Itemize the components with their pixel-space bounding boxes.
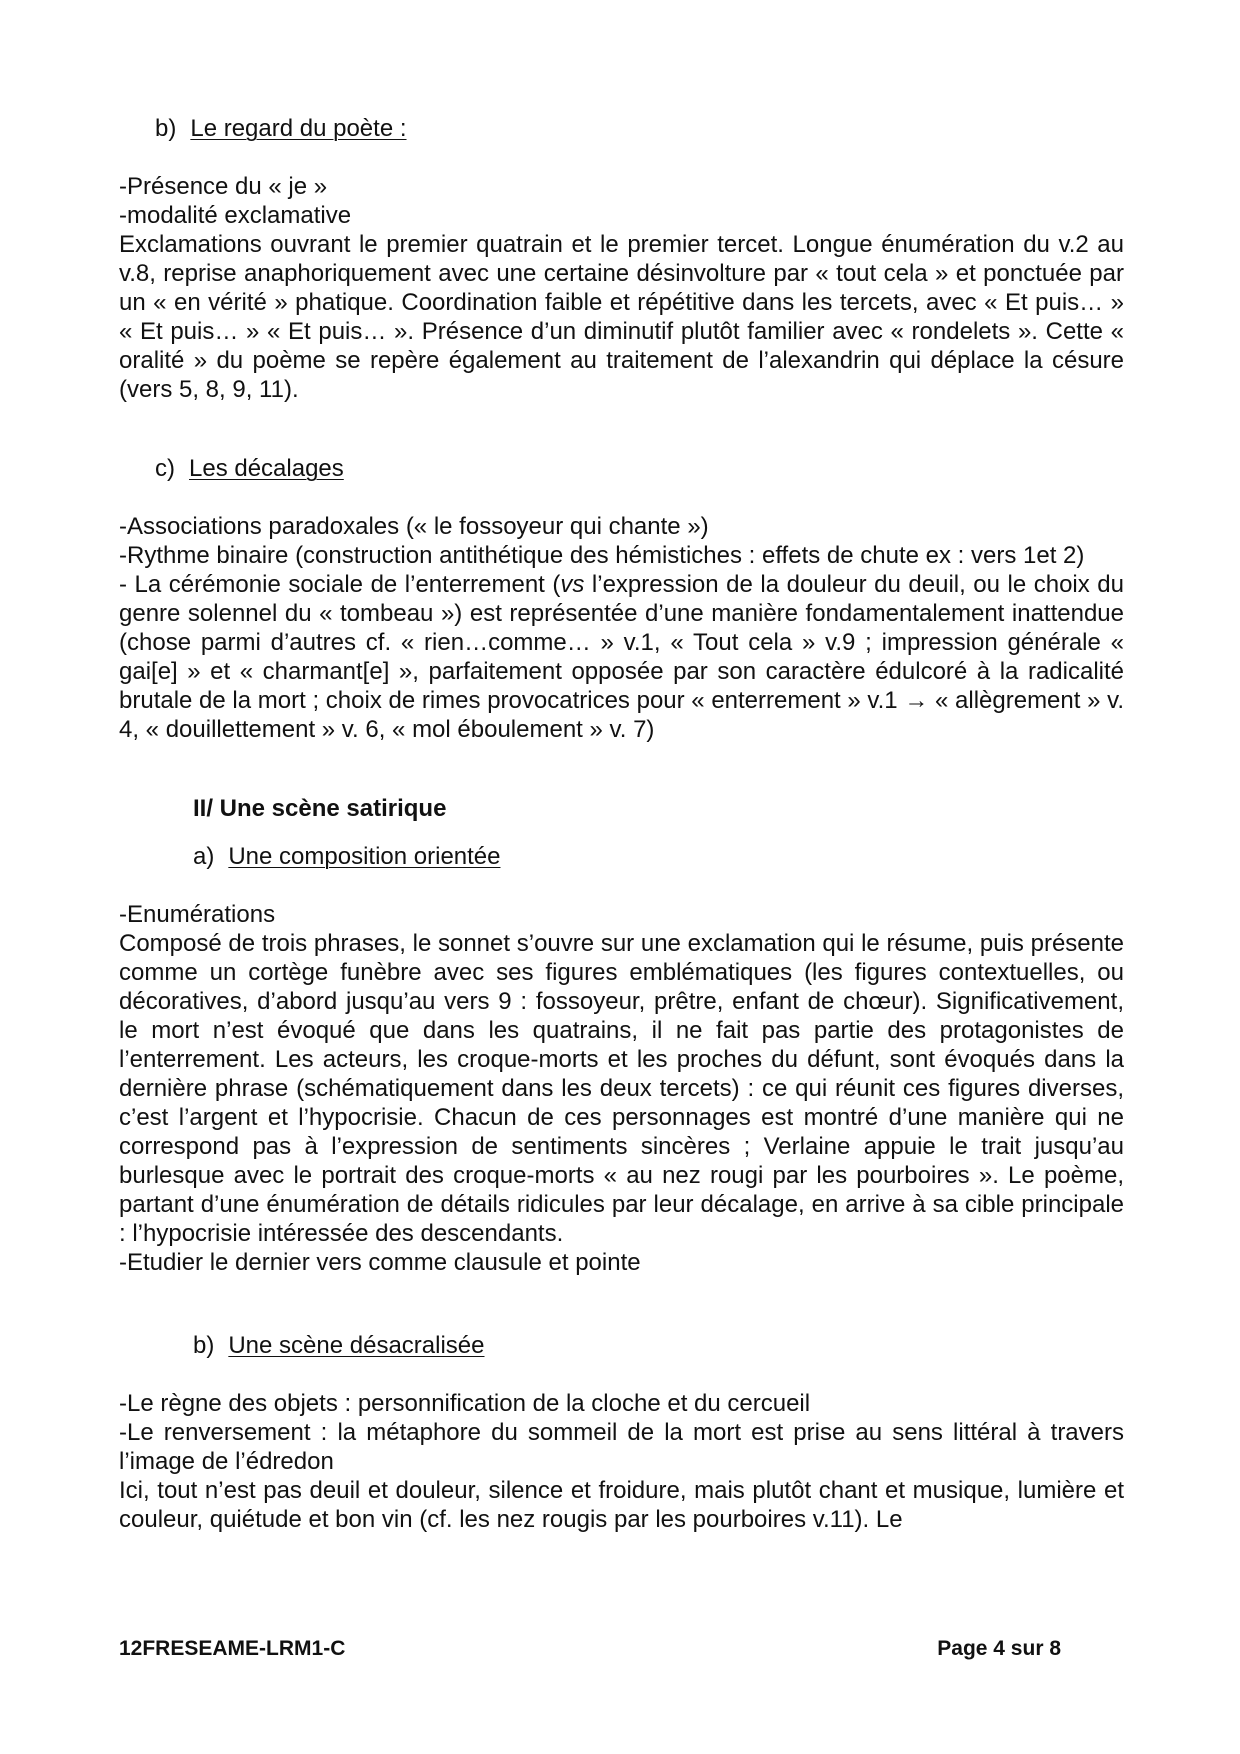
heading-title: Une scène désacralisée xyxy=(228,1332,485,1359)
bullet-regne-des-objets: -Le règne des objets : personnification de la cloche et du cercueil xyxy=(119,1390,811,1417)
heading-marker: a) xyxy=(193,843,215,870)
paragraph-compose-de-trois-phrases: Composé de trois phrases, le sonnet s’ouvre sur une exclamation qui le résume, puis présente comme un cortège funèbre avec ses figures emblématiques (les figures contextuelles, ou décoratives, d’abord jusqu’au vers 9 : fossoyeur, prêtre, enfant de chœur). Significativement, le mort n’est évoqué que dans les quatrains, il ne fait pas partie des protagonistes de l’enterrement. Les acteurs, les croque-morts et les proches du défunt, sont évoqués dans la dernière phrase (schématiquement dans les deux tercets) : ce qui réunit ces figures diverses, c’est l’argent et l’hypocrisie. Chacun de ces personnages est montré d’une manière qui ne correspond pas à l’expression de sentiments sincères ; Verlaine appuie le trait jusqu’au burlesque avec le portrait des croque-morts « au nez rougi par les pourboires ». Le poème, partant d’une énumération de détails ridicules par leur décalage, en arrive à sa cible principale : l’hypocrisie intéressée des descendants. xyxy=(119,930,1124,1247)
heading-les-decalages xyxy=(119,454,1124,483)
document-code: 12FRESEAME-LRM1-C xyxy=(119,1637,346,1660)
bullet-rythme-binaire: -Rythme binaire (construction antithétique des hémistiches : effets de chute ex : vers 1et 2) xyxy=(119,542,1085,569)
page-number: Page 4 sur 8 xyxy=(937,1637,1061,1660)
heading-marker: b) xyxy=(193,1332,215,1359)
part-heading-scene-satirique: II/ Une scène satirique xyxy=(193,795,447,822)
paragraph-ici-tout: Ici, tout n’est pas deuil et douleur, silence et froidure, mais plutôt chant et musique, lumière et couleur, quiétude et bon vin (cf. les nez rougis par les pourboires v.11). Le xyxy=(119,1477,1124,1533)
bullet-dernier-vers: -Etudier le dernier vers comme clausule et pointe xyxy=(119,1249,641,1276)
text-run-italic: vs xyxy=(560,571,585,598)
bullet-modalite-exclamative: -modalité exclamative xyxy=(119,202,352,229)
text-run: - La cérémonie sociale de l’enterrement ( xyxy=(119,571,561,598)
bullet-presence-je: -Présence du « je » xyxy=(119,173,328,200)
heading-title: Une composition orientée xyxy=(228,843,501,870)
heading-composition-orientee xyxy=(119,842,1124,871)
heading-scene-desacralisee xyxy=(119,1331,1124,1360)
page-content xyxy=(119,114,1124,1534)
bullet-enumerations: -Enumérations xyxy=(119,901,276,928)
bullet-renversement: -Le renversement : la métaphore du sommeil de la mort est prise au sens littéral à travers l’image de l’édredon xyxy=(119,1419,1124,1475)
bullet-ceremonie-sociale xyxy=(119,570,1124,744)
heading-marker: c) xyxy=(155,455,175,482)
heading-marker: b) xyxy=(155,115,177,142)
heading-title: Les décalages xyxy=(189,455,344,482)
bullet-associations-paradoxales: -Associations paradoxales (« le fossoyeur qui chante ») xyxy=(119,513,709,540)
text-run: l’expression de la douleur du deuil, ou le choix du genre solennel du « tombeau ») est représentée d’une manière fondamentalement inattendue (chose parmi d’autres cf. « rien…comme… » v.1, « Tout cela » v.9 ; impression générale « gai[e] » et « charmant[e] », parfaitement opposée par son caractère édulcoré à la radicalité brutale de la mort ; choix de rimes provocatrices pour « enterrement » v.1 → « allègrement » v. 4, « douillettement » v. 6, « mol éboulement » v. 7) xyxy=(119,571,1124,743)
heading-title: Le regard du poète : xyxy=(190,115,407,142)
heading-regard-du-poete xyxy=(119,114,1124,143)
paragraph-exclamations: Exclamations ouvrant le premier quatrain et le premier tercet. Longue énumération du v.2 au v.8, reprise anaphoriquement avec une certaine désinvolture par « tout cela » et ponctuée par un « en vérité » phatique. Coordination faible et répétitive dans les tercets, avec « Et puis… » « Et puis… » « Et puis… ». Présence d’un diminutif plutôt familier avec « rondelets ». Cette « oralité » du poème se repère également au traitement de l’alexandrin qui déplace la césure (vers 5, 8, 9, 11). xyxy=(119,231,1124,403)
